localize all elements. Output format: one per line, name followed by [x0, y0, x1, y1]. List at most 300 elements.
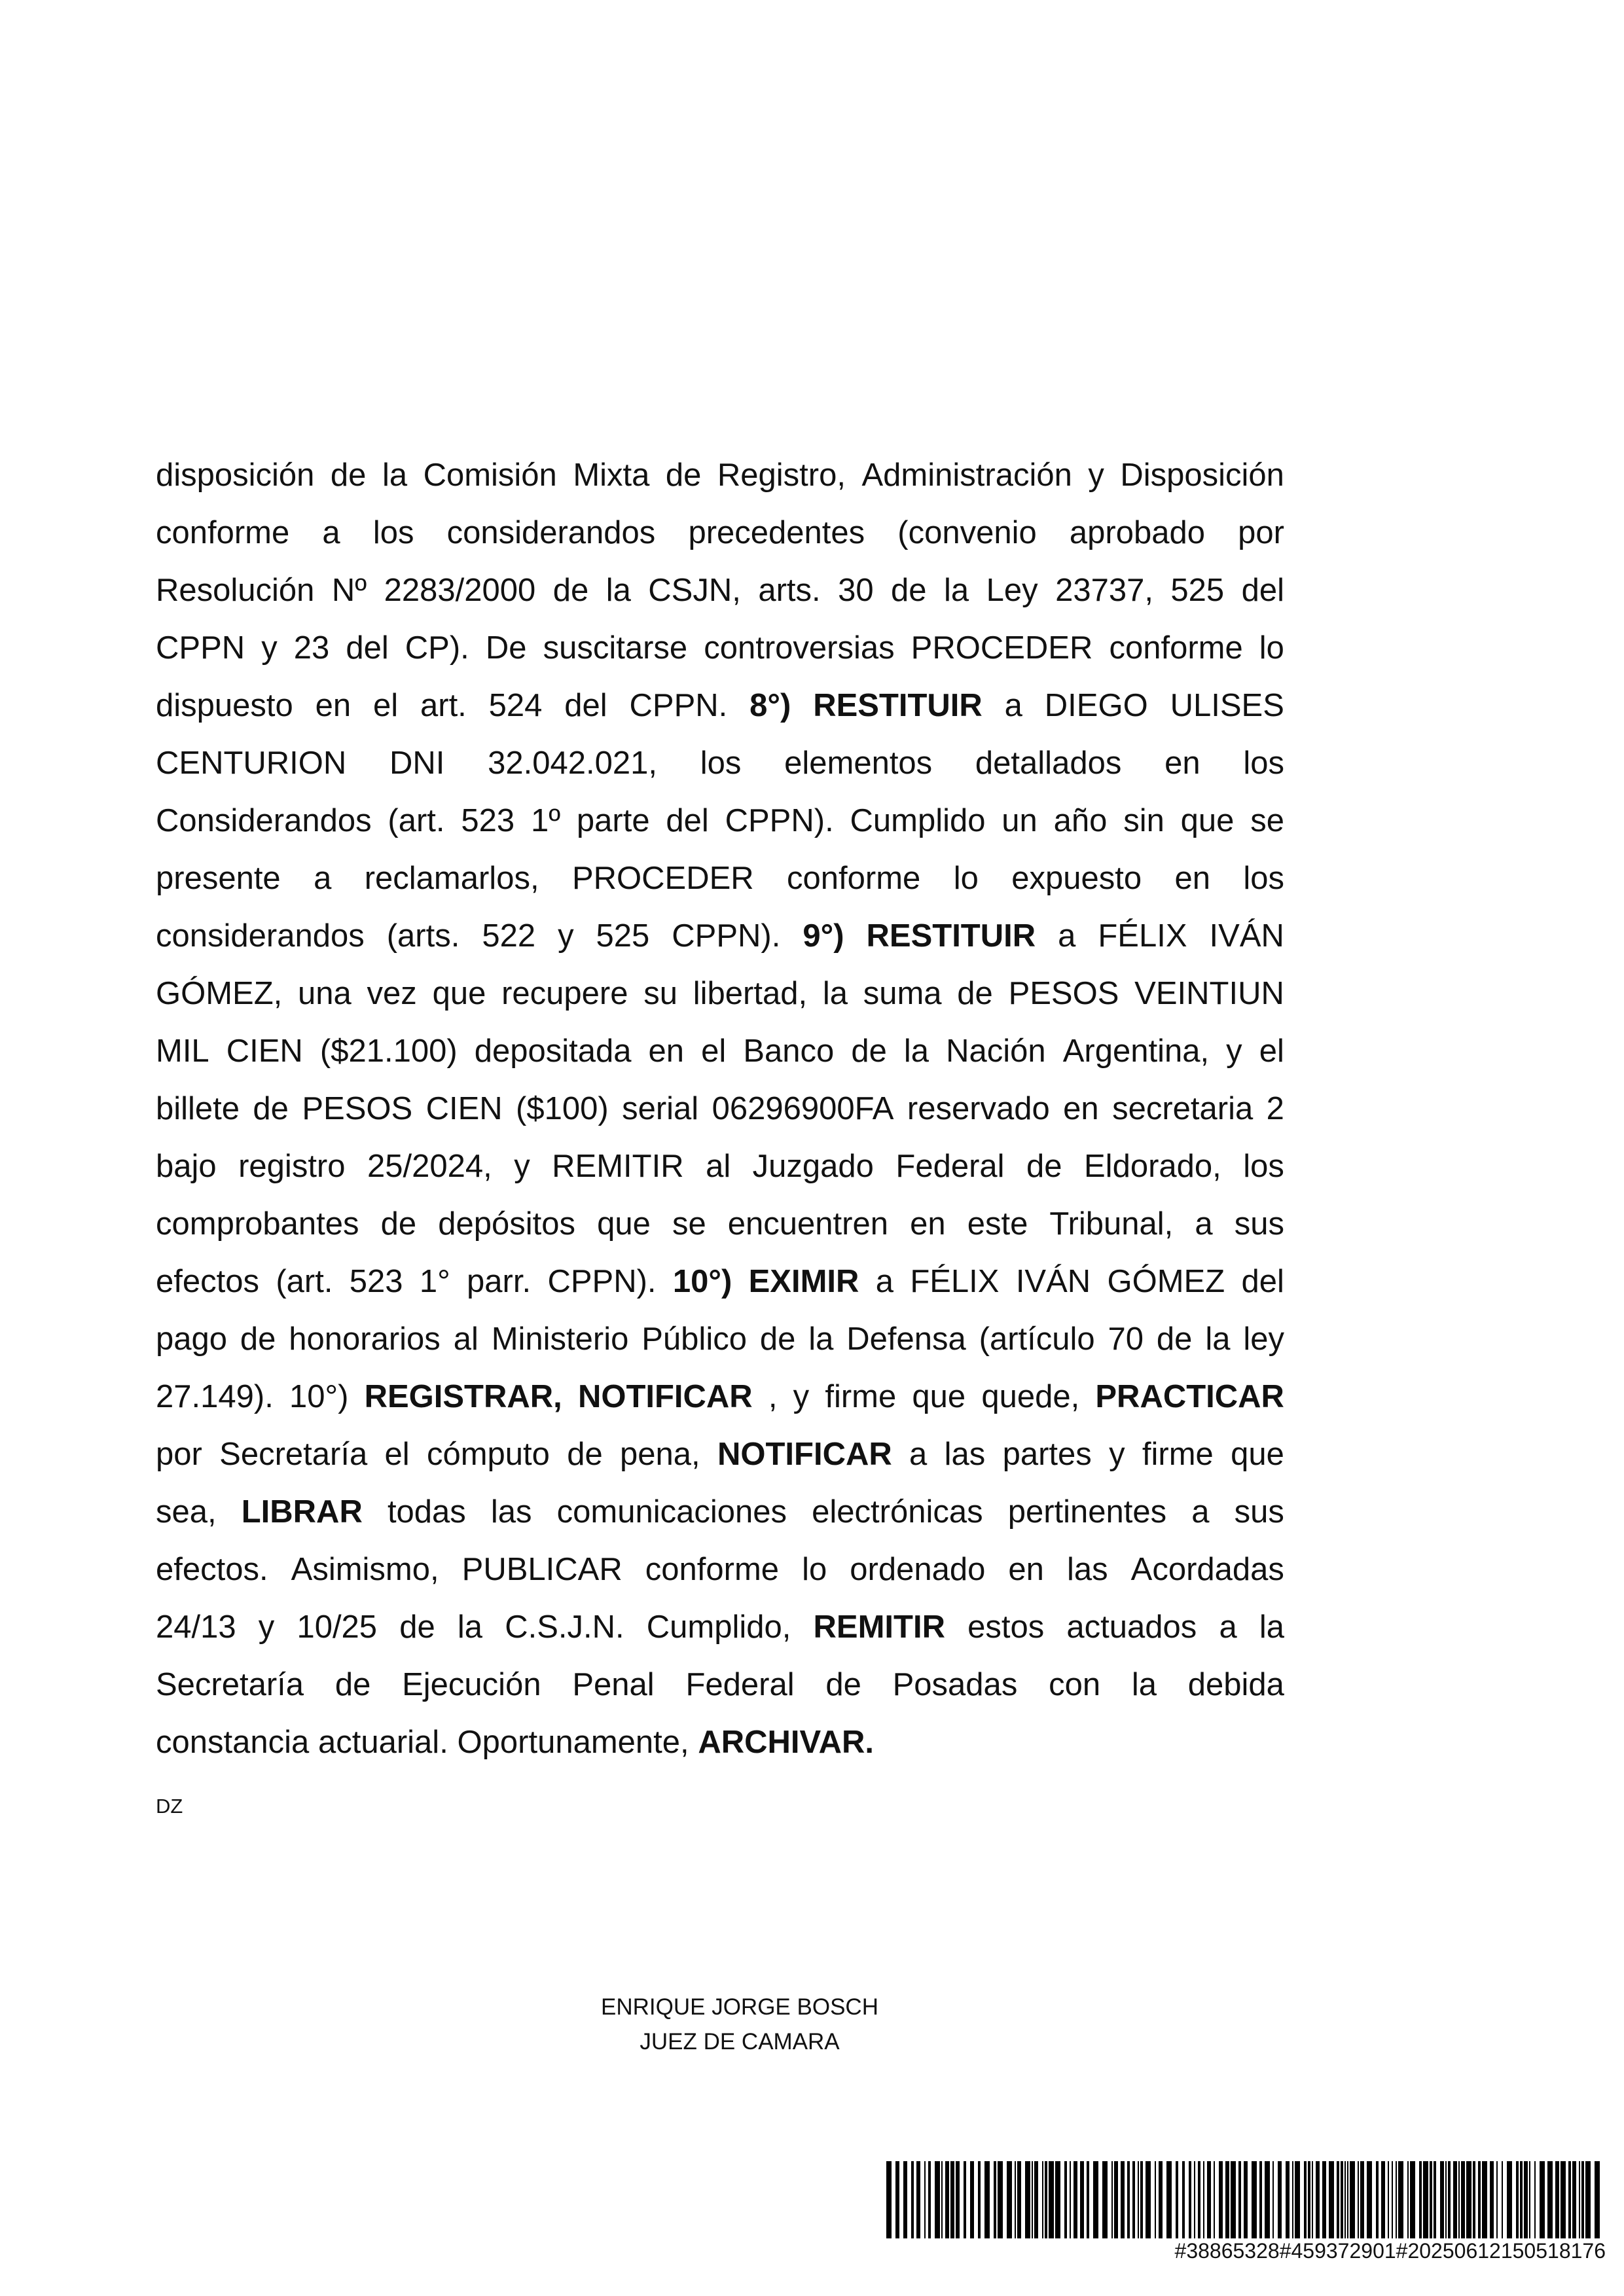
word: encuentren [727, 1206, 888, 1242]
word: conforme [1109, 630, 1243, 666]
word: honorarios [289, 1321, 441, 1357]
barcode-bar [1419, 2161, 1422, 2238]
word: precedentes [688, 515, 865, 550]
word: en [1008, 1552, 1044, 1587]
word: quede, [981, 1379, 1080, 1414]
barcode-bar [1259, 2161, 1262, 2238]
barcode-bar [1350, 2161, 1355, 2238]
word: 70 [1108, 1321, 1144, 1357]
barcode-bar [1295, 2161, 1300, 2238]
word: al [706, 1149, 731, 1184]
barcode-bar [1140, 2161, 1143, 2238]
word: Disposición [1120, 457, 1284, 493]
word: de [957, 976, 993, 1011]
barcode-bar [1496, 2161, 1498, 2238]
word: CPPN). [725, 803, 834, 838]
word: 10/25 [297, 1609, 378, 1645]
word: la [903, 1033, 929, 1069]
barcode-bar [1458, 2161, 1460, 2238]
word: recupere [501, 976, 628, 1011]
barcode-bar [1292, 2161, 1293, 2238]
word: Ministerio [491, 1321, 629, 1357]
word: REMITIR [813, 1609, 945, 1645]
barcode-bar [994, 2161, 996, 2238]
text-line [156, 907, 1284, 965]
word: en [1174, 861, 1210, 896]
word: NOTIFICAR [577, 1379, 753, 1414]
word: lo [953, 861, 979, 896]
word: Eldorado, [1084, 1149, 1221, 1184]
word: con [1049, 1667, 1101, 1702]
word: 23737, [1055, 573, 1153, 608]
barcode-bar [895, 2161, 899, 2238]
barcode-bar [1219, 2161, 1223, 2238]
barcode-bar [1524, 2161, 1528, 2238]
word: 06296900FA [712, 1091, 894, 1126]
word: ($100) [516, 1091, 609, 1126]
barcode-bar [1176, 2161, 1178, 2238]
word: art. [420, 688, 467, 723]
word: Secretaría [219, 1437, 368, 1472]
word: de [552, 573, 589, 608]
text-line [156, 792, 1284, 850]
text-line [156, 1541, 1284, 1598]
word: Argentina, [1062, 1033, 1210, 1069]
barcode-bar [970, 2161, 974, 2238]
barcode-bar [1087, 2161, 1089, 2238]
word: CENTURION [156, 745, 347, 781]
word: Público [641, 1321, 747, 1357]
word: 1º [530, 803, 561, 838]
barcode-bar [1025, 2161, 1030, 2238]
text-line [156, 1022, 1284, 1080]
text-line [156, 1368, 1284, 1426]
text-line [156, 1310, 1284, 1368]
barcode-bar [1360, 2161, 1364, 2238]
word: VEINTIUN [1134, 976, 1284, 1011]
word: CIEN [425, 1091, 503, 1126]
word: efectos. [156, 1552, 268, 1587]
barcode-bar [1502, 2161, 1503, 2238]
word: IVÁN [1015, 1264, 1091, 1299]
signature-block [524, 1990, 956, 2059]
word: Cumplido, [646, 1609, 791, 1645]
barcode-bar [1312, 2161, 1313, 2238]
word: 30 [838, 573, 874, 608]
barcode-bar [1473, 2161, 1475, 2238]
word: Considerandos [156, 803, 372, 838]
barcode-bar [1529, 2161, 1530, 2238]
word: 523 [349, 1264, 403, 1299]
barcode-bar [1166, 2161, 1172, 2238]
barcode-bar [1034, 2161, 1038, 2238]
word: 525 [596, 918, 650, 954]
word: ley [1243, 1321, 1284, 1357]
word: actuarial. [317, 1725, 448, 1760]
word: por [1238, 515, 1284, 550]
word: (art. [388, 803, 445, 838]
barcode-bar [1231, 2161, 1236, 2238]
word: en [315, 688, 352, 723]
barcode-bar [1132, 2161, 1135, 2238]
word: 27.149). [156, 1379, 274, 1414]
word: sin [1123, 803, 1164, 838]
barcode-bar [1555, 2161, 1559, 2238]
word: a [1195, 1206, 1213, 1242]
word: por [156, 1437, 202, 1472]
word: MIL [156, 1033, 209, 1069]
word: efectos [156, 1264, 259, 1299]
word: RESTITUIR [866, 918, 1036, 954]
word: los [1243, 1149, 1284, 1184]
word: 2283/2000 [384, 573, 536, 608]
word: a [1004, 688, 1022, 723]
barcode-bar [1453, 2161, 1457, 2238]
barcode-bar [1358, 2161, 1359, 2238]
barcode-bar [911, 2161, 914, 2238]
barcode-image [884, 2161, 1607, 2238]
word: 525 [1170, 573, 1225, 608]
word: que [597, 1206, 651, 1242]
word: 10°) [289, 1379, 349, 1414]
word: REMITIR [552, 1149, 684, 1184]
barcode-bar [1316, 2161, 1320, 2238]
word: su [643, 976, 677, 1011]
word: que [1180, 803, 1235, 838]
word: que [912, 1379, 966, 1414]
barcode-bar [1138, 2161, 1139, 2238]
word: CPPN). [672, 918, 781, 954]
word: la [944, 573, 969, 608]
word: Tribunal, [1049, 1206, 1174, 1242]
word: CPPN [156, 630, 245, 666]
barcode-bar [1146, 2161, 1151, 2238]
word: las [490, 1494, 532, 1530]
barcode-bar [1410, 2161, 1415, 2238]
word: suscitarse [543, 630, 688, 666]
barcode-bar [1398, 2161, 1403, 2238]
barcode-bar [1347, 2161, 1348, 2238]
barcode-bar [984, 2161, 990, 2238]
word: parr. [467, 1264, 532, 1299]
word: ARCHIVAR. [698, 1725, 874, 1760]
barcode-bar [1127, 2161, 1130, 2238]
barcode-bar [941, 2161, 943, 2238]
word: 524 [488, 688, 543, 723]
barcode-bar [1595, 2161, 1600, 2238]
barcode-bar [1304, 2161, 1307, 2238]
barcode-bar [1547, 2161, 1553, 2238]
word: la [457, 1609, 483, 1645]
word: al [453, 1321, 478, 1357]
word: en [1164, 745, 1200, 781]
word: ordenado [850, 1552, 986, 1587]
barcode-bar [1007, 2161, 1012, 2238]
word: 10°) [672, 1264, 732, 1299]
barcode-bar [924, 2161, 926, 2238]
word: la [1259, 1609, 1284, 1645]
word: considerandos [156, 918, 365, 954]
word: este [967, 1206, 1028, 1242]
word: 1° [419, 1264, 450, 1299]
barcode-bar [1214, 2161, 1215, 2238]
word: partes [1002, 1437, 1092, 1472]
word: y [1109, 1437, 1125, 1472]
word: aprobado [1069, 515, 1205, 550]
word: 23 [293, 630, 330, 666]
word: el [384, 1437, 410, 1472]
word: actuados [1066, 1609, 1197, 1645]
barcode-bar [1392, 2161, 1393, 2238]
text-line [156, 619, 1284, 677]
word: debida [1187, 1667, 1284, 1702]
word: se [672, 1206, 706, 1242]
text-line [156, 1713, 1284, 1771]
word: Juzgado [752, 1149, 874, 1184]
barcode-bar [945, 2161, 949, 2238]
text-line [156, 677, 1284, 734]
word: los [700, 745, 742, 781]
barcode-bar [1520, 2161, 1523, 2238]
word: en [1063, 1091, 1099, 1126]
text-line [156, 734, 1284, 792]
word: CSJN, [648, 573, 741, 608]
barcode-bar [1585, 2161, 1591, 2238]
barcode-bar [1238, 2161, 1241, 2238]
word: expuesto [1011, 861, 1142, 896]
word: ULISES [1170, 688, 1284, 723]
word: Mixta [573, 457, 650, 493]
word: comunicaciones [556, 1494, 787, 1530]
word: detallados [975, 745, 1122, 781]
barcode-bar [1388, 2161, 1389, 2238]
barcode-bar [903, 2161, 907, 2238]
word: 25/2024, [367, 1149, 492, 1184]
barcode-bar [1329, 2161, 1334, 2238]
word: Comisión [423, 457, 557, 493]
barcode-bar [1102, 2161, 1108, 2238]
barcode-bar [1159, 2161, 1163, 2238]
word: Cumplido [850, 803, 986, 838]
word: PUBLICAR [461, 1552, 623, 1587]
barcode-bar [978, 2161, 981, 2238]
word: del [346, 630, 389, 666]
word: Posadas [892, 1667, 1018, 1702]
word: y [1226, 1033, 1242, 1069]
judge-name: ENRIQUE JORGE BOSCH [601, 1994, 878, 2020]
word: (arts. [386, 918, 460, 954]
word: a [1058, 918, 1076, 954]
barcode-bar [1049, 2161, 1054, 2238]
word: registro [238, 1149, 346, 1184]
word: reservado [907, 1091, 1050, 1126]
barcode-bar [1448, 2161, 1451, 2238]
word: CIEN [226, 1033, 303, 1069]
barcode-bar [1540, 2161, 1545, 2238]
word: LIBRAR [241, 1494, 363, 1530]
word: y [1088, 457, 1104, 493]
word: bajo [156, 1149, 217, 1184]
word: de [851, 1033, 887, 1069]
word: y [793, 1379, 810, 1414]
barcode-bar [1017, 2161, 1021, 2238]
word: lo [1259, 630, 1284, 666]
word: PROCEDER [571, 861, 754, 896]
word: PESOS [1008, 976, 1119, 1011]
word: todas [387, 1494, 466, 1530]
word: Federal [895, 1149, 1005, 1184]
barcode-block [884, 2161, 1607, 2263]
barcode-bar [1381, 2161, 1385, 2238]
word: PESOS [302, 1091, 413, 1126]
barcode-bar [1252, 2161, 1257, 2238]
word: presente [156, 861, 281, 896]
word: se [1250, 803, 1284, 838]
barcode-bar [1064, 2161, 1067, 2238]
text-line [156, 1195, 1284, 1253]
word: de [399, 1609, 435, 1645]
word: a [322, 515, 340, 550]
word: las [1066, 1552, 1108, 1587]
barcode-bar [1445, 2161, 1447, 2238]
word: Penal [572, 1667, 655, 1702]
word: REGISTRAR, [364, 1379, 562, 1414]
word: la [1205, 1321, 1231, 1357]
word: RESTITUIR [813, 688, 983, 723]
word: sus [1234, 1206, 1284, 1242]
word: FÉLIX [1098, 918, 1187, 954]
barcode-bar [1466, 2161, 1471, 2238]
word: ($21.100) [319, 1033, 458, 1069]
word: C.S.J.N. [505, 1609, 624, 1645]
barcode-bar [1516, 2161, 1519, 2238]
word: suma [863, 976, 942, 1011]
barcode-bar [1070, 2161, 1071, 2238]
text-line [156, 1138, 1284, 1195]
word: (art. [276, 1264, 333, 1299]
word: depositada [474, 1033, 632, 1069]
text-line [156, 446, 1284, 504]
word: pago [156, 1321, 228, 1357]
word: que [432, 976, 486, 1011]
word: Banco [743, 1033, 835, 1069]
barcode-bar [1194, 2161, 1195, 2238]
word: CPPN. [629, 688, 728, 723]
barcode-bar [1561, 2161, 1566, 2238]
barcode-bar [1367, 2161, 1372, 2238]
word: de [380, 1206, 417, 1242]
word: de [1026, 1149, 1062, 1184]
word: 523 [461, 803, 515, 838]
barcode-bar [1407, 2161, 1409, 2238]
word: y [558, 918, 574, 954]
word: Secretaría [156, 1667, 304, 1702]
text-line [156, 1483, 1284, 1541]
barcode-bar [1114, 2161, 1118, 2238]
word: sus [1234, 1494, 1284, 1530]
barcode-bar [935, 2161, 940, 2238]
word: Administración [861, 457, 1072, 493]
barcode-bar [1344, 2161, 1346, 2238]
word: conforme [645, 1552, 780, 1587]
barcode-bar [1074, 2161, 1077, 2238]
barcode-bar [1045, 2161, 1047, 2238]
word: considerandos [446, 515, 656, 550]
word: y [261, 630, 278, 666]
word: libertad, [693, 976, 808, 1011]
word: disposición [156, 457, 315, 493]
word: DNI [389, 745, 445, 781]
word: los [372, 515, 414, 550]
word: de [330, 457, 367, 493]
word: Asimismo, [291, 1552, 439, 1587]
word: controversias [704, 630, 895, 666]
word: constancia [156, 1725, 310, 1760]
word: de [253, 1091, 289, 1126]
word: 8°) [749, 688, 791, 723]
word: conforme [156, 515, 290, 550]
barcode-bar [1093, 2161, 1098, 2238]
barcode-bar [1111, 2161, 1113, 2238]
text-line [156, 1426, 1284, 1483]
text-line [156, 965, 1284, 1022]
word: Nación [946, 1033, 1046, 1069]
word: elementos [784, 745, 933, 781]
barcode-bar [1286, 2161, 1290, 2238]
word: 9°) [803, 918, 844, 954]
word: un [1001, 803, 1038, 838]
word: las [944, 1437, 986, 1472]
word: 522 [482, 918, 536, 954]
word: la [605, 573, 631, 608]
word: reclamarlos, [364, 861, 539, 896]
word: pena, [620, 1437, 700, 1472]
word: una [298, 976, 352, 1011]
clerk-initials: DZ [156, 1795, 183, 1818]
barcode-bar [1478, 2161, 1481, 2238]
word: de [825, 1667, 861, 1702]
word: (artículo [979, 1321, 1095, 1357]
barcode-bar [1376, 2161, 1379, 2238]
word: Oportunamente, [457, 1725, 689, 1760]
word: FÉLIX [910, 1264, 1000, 1299]
barcode-bar [1244, 2161, 1248, 2238]
word: Resolución [156, 573, 315, 608]
barcode-bar [1341, 2161, 1343, 2238]
word: CP). [405, 630, 469, 666]
barcode-number: #38865328#459372901#20250612150518176 [1174, 2239, 1606, 2263]
word: de [759, 1321, 796, 1357]
word: EXIMIR [748, 1264, 859, 1299]
word: en [910, 1206, 946, 1242]
barcode-bar [1278, 2161, 1282, 2238]
barcode-bar [1189, 2161, 1191, 2238]
word: GÓMEZ [1107, 1264, 1225, 1299]
barcode-bar [1080, 2161, 1084, 2238]
word: arts. [758, 573, 821, 608]
barcode-bar [1198, 2161, 1200, 2238]
barcode-bar [1207, 2161, 1211, 2238]
word: billete [156, 1091, 240, 1126]
barcode-bar [1055, 2161, 1060, 2238]
word: de [891, 573, 927, 608]
word: de [1156, 1321, 1193, 1357]
word: 24/13 [156, 1609, 236, 1645]
barcode-bar [1265, 2161, 1270, 2238]
text-line [156, 1598, 1284, 1656]
word: y [258, 1609, 275, 1645]
barcode-bar [916, 2161, 920, 2238]
